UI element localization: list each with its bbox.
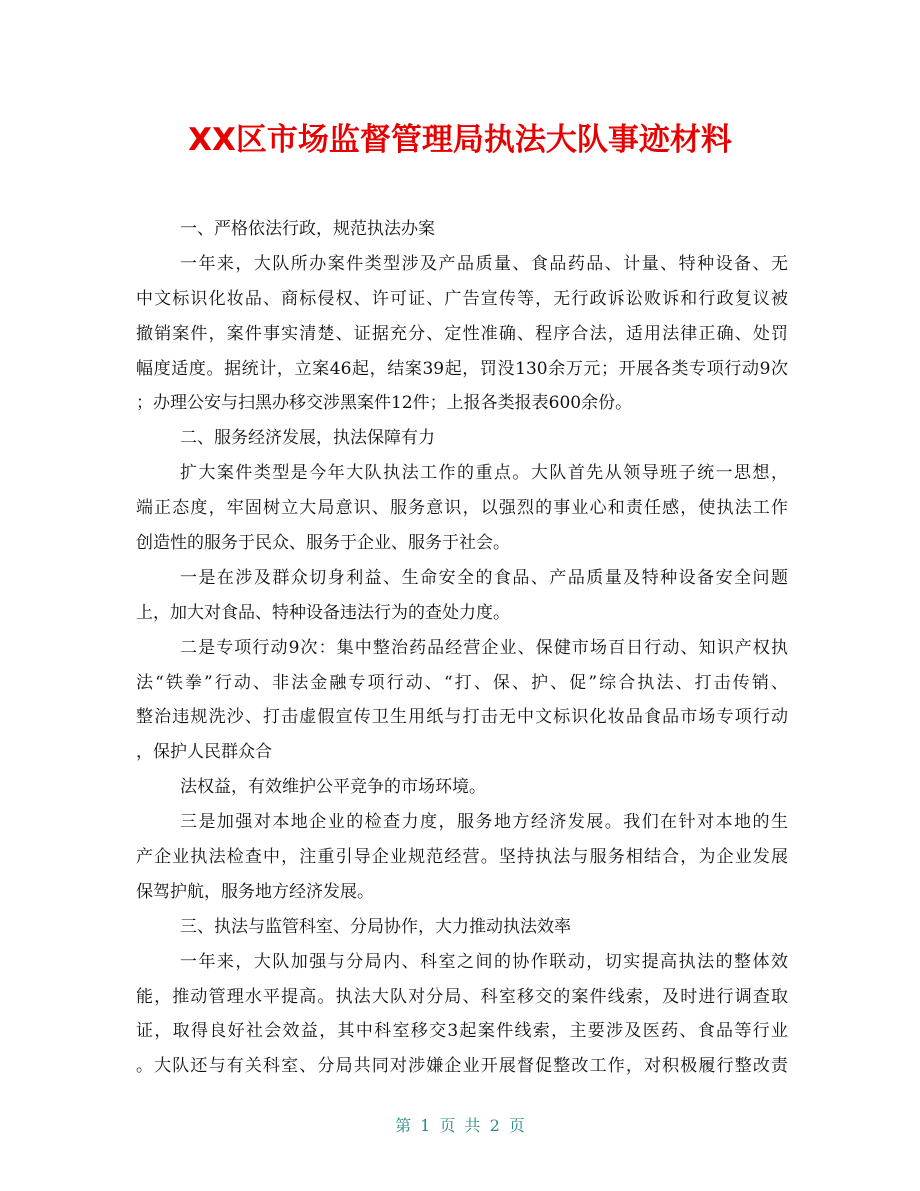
- text-line: 法权益，有效维护公平竞争的市场环境。: [180, 777, 486, 798]
- text-line: 幅度适度。据统计，立案46起，结案39起，罚没130余万元；开展各类专项行动9次: [136, 358, 788, 379]
- text-line: 一是在涉及群众切身利益、生命安全的食品、产品质量及特种设备安全问题: [180, 567, 788, 588]
- paragraph: [136, 247, 788, 421]
- text-line: 产企业执法检查中，注重引导企业规范经营。坚持执法与服务相结合，为企业发展: [136, 847, 788, 868]
- text-line: 创造性的服务于民众、服务于企业、服务于社会。: [136, 533, 510, 554]
- text-line: 一年来，大队所办案件类型涉及产品质量、食品药品、计量、特种设备、无: [180, 253, 788, 274]
- document-title: XX区市场监督管理局执法大队事迹材料: [188, 122, 732, 158]
- text-line: ；办理公安与扫黑办移交涉黑案件12件；上报各类报表600余份。: [136, 393, 633, 414]
- paragraph: [136, 212, 788, 247]
- text-line: 上，加大对食品、特种设备违法行为的查处力度。: [136, 602, 510, 623]
- text-line: 二、服务经济发展，执法保障有力: [180, 428, 435, 449]
- text-line: 保驾护航，服务地方经济发展。: [136, 881, 374, 902]
- paragraph: [136, 770, 788, 805]
- text-line: ，保护人民群众合: [136, 742, 272, 763]
- text-line: 三是加强对本地企业的检查力度，服务地方经济发展。我们在针对本地的生: [180, 812, 788, 833]
- text-line: 能，推动管理水平提高。执法大队对分局、科室移交的案件线索，及时进行调查取: [136, 986, 788, 1007]
- text-line: 。大队还与有关科室、分局共同对涉嫌企业开展督促整改工作，对积极履行整改责: [136, 1056, 788, 1077]
- paragraph: [136, 421, 788, 456]
- text-line: 扩大案件类型是今年大队执法工作的重点。大队首先从领导班子统一思想，: [180, 463, 788, 484]
- paragraph: [136, 561, 788, 631]
- text-line: 一年来，大队加强与分局内、科室之间的协作联动，切实提高执法的整体效: [180, 951, 788, 972]
- paragraph: [136, 910, 788, 945]
- text-line: 撤销案件，案件事实清楚、证据充分、定性准确、程序合法，适用法律正确、处罚: [136, 323, 788, 344]
- text-line: 整治违规洗沙、打击虚假宣传卫生用纸与打击无中文标识化妆品食品市场专项行动: [136, 707, 788, 728]
- paragraph: [136, 631, 788, 771]
- page-number-footer: 第 1 页 共 2 页: [395, 1116, 525, 1135]
- text-line: 一、严格依法行政，规范执法办案: [180, 219, 435, 239]
- document-body: [136, 212, 788, 1084]
- paragraph: [136, 805, 788, 910]
- text-line: 二是专项行动9次：集中整治药品经营企业、保健市场百日行动、知识产权执: [180, 637, 788, 658]
- text-line: 中文标识化妆品、商标侵权、许可证、广告宣传等，无行政诉讼败诉和行政复议被: [136, 288, 788, 309]
- paragraph: [136, 945, 788, 1085]
- text-line: 证，取得良好社会效益，其中科室移交3起案件线索，主要涉及医药、食品等行业: [136, 1021, 788, 1042]
- text-line: 法“铁拳”行动、非法金融专项行动、“打、保、护、促”综合执法、打击传销、: [136, 672, 788, 693]
- text-line: 端正态度，牢固树立大局意识、服务意识，以强烈的事业心和责任感，使执法工作: [136, 498, 788, 519]
- paragraph: [136, 456, 788, 561]
- text-line: 三、执法与监管科室、分局协作，大力推动执法效率: [180, 916, 571, 937]
